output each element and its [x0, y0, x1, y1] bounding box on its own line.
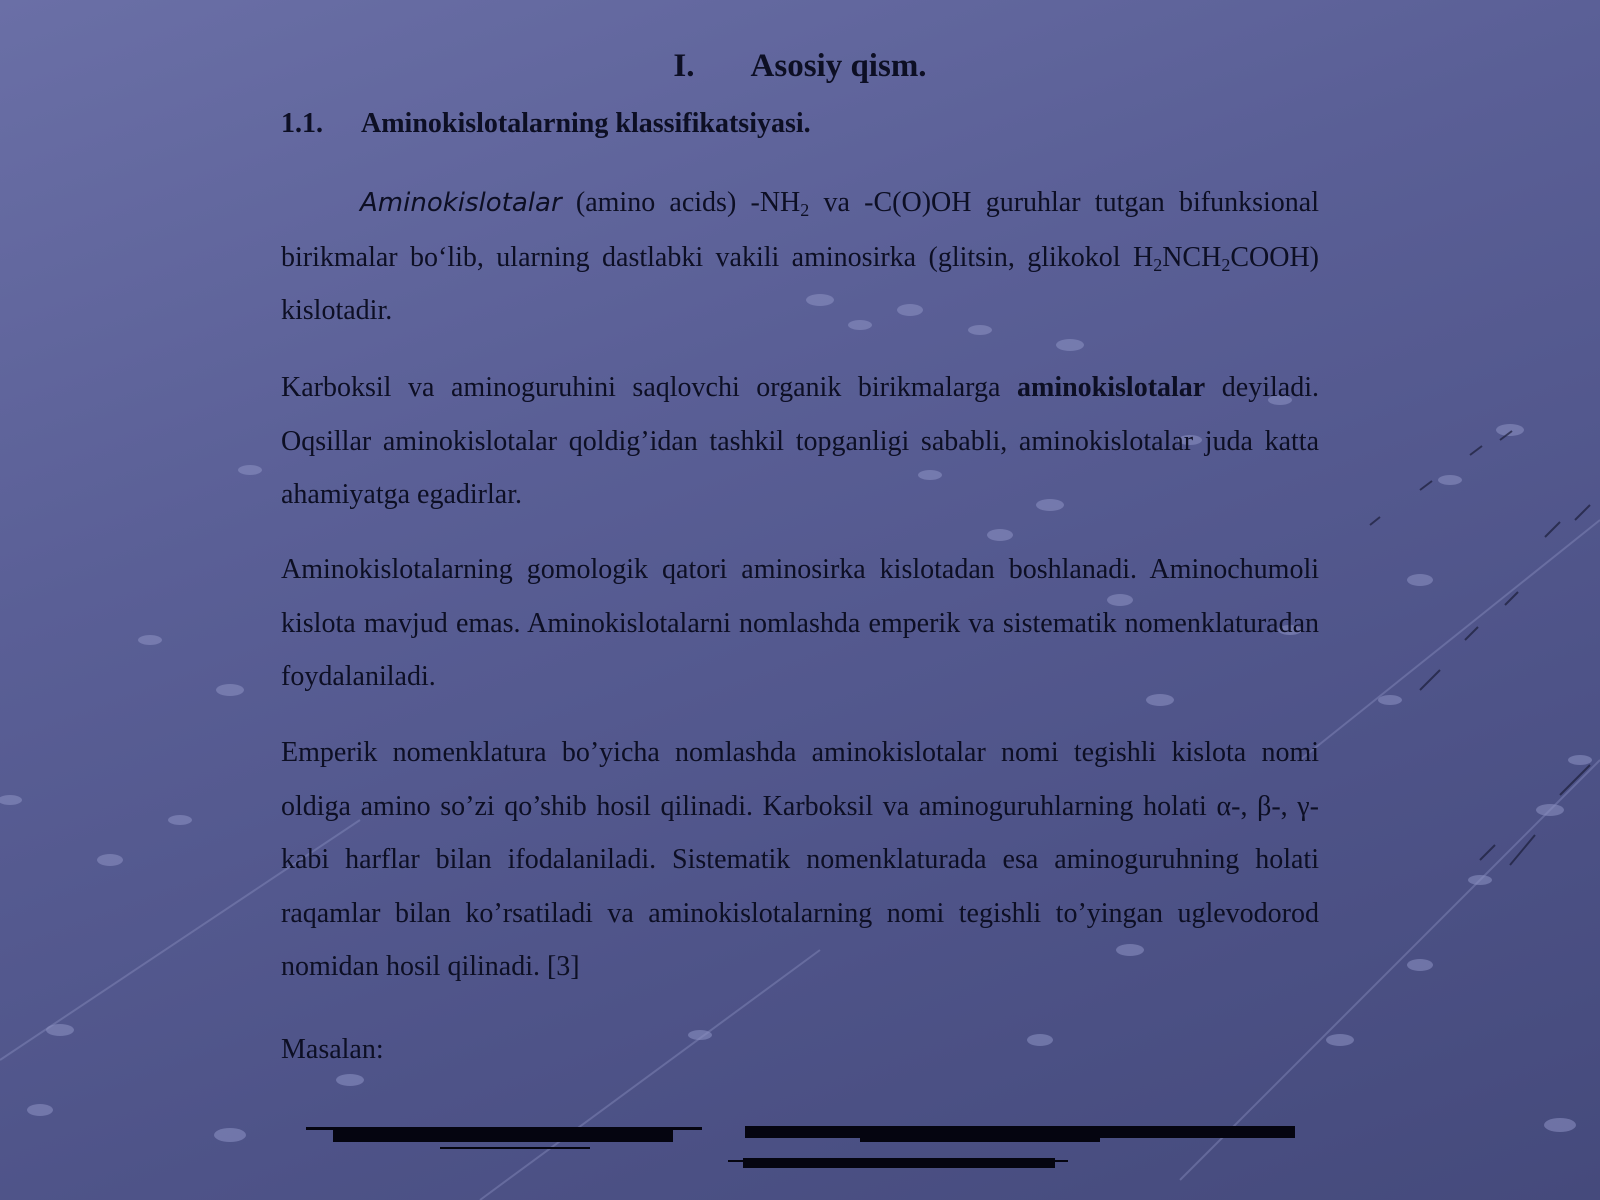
subheading-title: Aminokislotalarning klassifikatsiyasi.: [361, 108, 811, 139]
heading-number: I.: [673, 48, 695, 84]
term-italic: Aminokislotalar: [360, 188, 562, 218]
section-heading: [0, 48, 1600, 85]
p1-subscript-3: 2: [1221, 254, 1231, 275]
p2-text-2: deyiladi. Oqsillar aminokislotalar qoldig’idan tashkil topganligi sababli, aminokislotalar juda katta ahamiyatga egadirlar.: [281, 372, 1319, 510]
p1-subscript-2: 2: [1153, 254, 1163, 275]
p2-bold-term: aminokislotalar: [1017, 372, 1206, 403]
garbled-line: [440, 1147, 590, 1149]
heading-title: Asosiy qism.: [750, 48, 927, 84]
p1-subscript-1: 2: [800, 200, 810, 220]
p2-text-1: Karboksil va aminoguruhini saqlovchi organik birikmalarga: [281, 372, 1017, 403]
p1-text-2: va -C(O)OH guruhlar tutgan bifunksional birikmalar bo‘lib, ularning dastlabki vakili aminosirka (glitsin, glikokol H: [281, 187, 1319, 273]
garbled-block: [333, 1128, 673, 1142]
paragraph-definition: [281, 176, 1319, 338]
paragraph-example-label: Masalan:: [281, 1034, 384, 1065]
p1-text-4: COOH) kislotadir.: [281, 241, 1319, 326]
p1-text-1: (amino acids) -NH: [561, 187, 801, 218]
subheading-number: 1.1.: [281, 108, 323, 139]
p1-text-3: NCH: [1162, 241, 1222, 273]
paragraph-homologous: Aminokislotalarning gomologik qatori aminosirka kislotadan boshlanadi. Aminochumoli kislota mavjud emas. Aminokislotalarni nomlashda emperik va sistematik nomenklaturadan foydalaniladi.: [281, 554, 1319, 692]
garbled-block: [860, 1136, 1100, 1142]
garbled-line: [728, 1160, 1068, 1162]
paragraph-aminoacids: [281, 361, 1319, 522]
paragraph-nomenclature: Emperik nomenklatura bo’yicha nomlashda aminokislotalar nomi tegishli kislota nomi oldiga amino so’zi qo’shib hosil qilinadi. Karboksil va aminoguruhlarning holati α-, β-, γ- kabi harflar bilan ifodalaniladi. Sistematik nomenklaturada esa aminoguruhning holati raqamlar bilan ko’rsatiladi va aminokislotalarning nomi tegishli to’yingan uglevodorod nomidan hosil qilinadi. [3]: [281, 737, 1319, 982]
subsection-heading: [281, 108, 811, 140]
